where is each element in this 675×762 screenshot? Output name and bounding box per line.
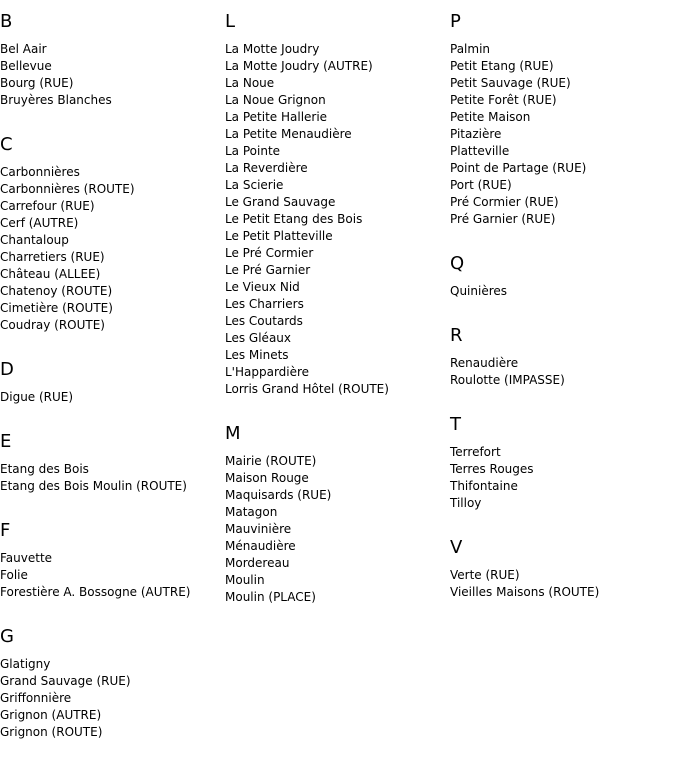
letter-heading: D bbox=[0, 359, 14, 380]
street-link[interactable]: Maquisards (RUE) bbox=[225, 488, 332, 502]
letter-group bbox=[225, 423, 450, 606]
street-link[interactable]: Coudray (ROUTE) bbox=[0, 318, 105, 332]
street-link[interactable]: La Noue bbox=[225, 76, 275, 90]
street-link[interactable]: Port (RUE) bbox=[450, 178, 512, 192]
letter-group bbox=[450, 11, 675, 228]
street-link[interactable]: Mairie (ROUTE) bbox=[225, 454, 317, 468]
index-column bbox=[450, 0, 675, 601]
street-link[interactable]: Pitazière bbox=[450, 127, 502, 141]
letter-heading: L bbox=[225, 11, 236, 32]
street-link[interactable]: Carbonnières (ROUTE) bbox=[0, 182, 135, 196]
street-link[interactable]: Terres Rouges bbox=[450, 462, 534, 476]
letter-group bbox=[0, 626, 225, 741]
street-link[interactable]: Lorris Grand Hôtel (ROUTE) bbox=[225, 382, 389, 396]
letter-heading: Q bbox=[450, 253, 465, 274]
letter-group bbox=[0, 520, 225, 601]
letter-group bbox=[0, 134, 225, 334]
street-link[interactable]: Etang des Bois bbox=[0, 462, 89, 476]
street-link[interactable]: Folie bbox=[0, 568, 28, 582]
street-link[interactable]: L'Happardière bbox=[225, 365, 310, 379]
street-link[interactable]: La Scierie bbox=[225, 178, 284, 192]
street-link[interactable]: Chantaloup bbox=[0, 233, 69, 247]
street-link[interactable]: Moulin bbox=[225, 573, 265, 587]
letter-group bbox=[450, 325, 675, 389]
letter-group bbox=[450, 253, 675, 300]
index-column bbox=[225, 0, 450, 606]
street-list bbox=[450, 355, 675, 389]
street-link[interactable]: Charretiers (RUE) bbox=[0, 250, 105, 264]
street-link[interactable]: Vieilles Maisons (ROUTE) bbox=[450, 585, 600, 599]
street-link[interactable]: Les Gléaux bbox=[225, 331, 291, 345]
street-link[interactable]: Griffonnière bbox=[0, 691, 72, 705]
street-link[interactable]: Quinières bbox=[450, 284, 508, 298]
street-link[interactable]: Cimetière (ROUTE) bbox=[0, 301, 113, 315]
letter-heading: R bbox=[450, 325, 463, 346]
letter-group bbox=[0, 11, 225, 109]
street-link[interactable]: Le Petit Etang des Bois bbox=[225, 212, 363, 226]
street-link[interactable]: Cerf (AUTRE) bbox=[0, 216, 79, 230]
street-link[interactable]: Maison Rouge bbox=[225, 471, 309, 485]
letter-group bbox=[450, 537, 675, 601]
street-list bbox=[450, 444, 675, 512]
letter-heading: V bbox=[450, 537, 463, 558]
street-link[interactable]: Petite Forêt (RUE) bbox=[450, 93, 557, 107]
street-link[interactable]: Carrefour (RUE) bbox=[0, 199, 95, 213]
street-link[interactable]: Petite Maison bbox=[450, 110, 531, 124]
street-link[interactable]: Grignon (AUTRE) bbox=[0, 708, 102, 722]
street-list bbox=[0, 41, 225, 109]
street-link[interactable]: Le Vieux Nid bbox=[225, 280, 300, 294]
street-link[interactable]: Carbonnières bbox=[0, 165, 80, 179]
street-link[interactable]: Terrefort bbox=[450, 445, 501, 459]
street-link[interactable]: Glatigny bbox=[0, 657, 51, 671]
street-link[interactable]: Petit Sauvage (RUE) bbox=[450, 76, 571, 90]
street-link[interactable]: Roulotte (IMPASSE) bbox=[450, 373, 565, 387]
street-list bbox=[0, 550, 225, 601]
street-link[interactable]: Les Charriers bbox=[225, 297, 304, 311]
street-link[interactable]: Les Minets bbox=[225, 348, 289, 362]
letter-heading: C bbox=[0, 134, 13, 155]
street-link[interactable]: Digue (RUE) bbox=[0, 390, 74, 404]
letter-heading: T bbox=[450, 414, 461, 435]
street-link[interactable]: Pré Cormier (RUE) bbox=[450, 195, 559, 209]
letter-heading: E bbox=[0, 431, 12, 452]
street-list bbox=[450, 283, 675, 300]
street-link[interactable]: Moulin (PLACE) bbox=[225, 590, 316, 604]
street-link[interactable]: Grignon (ROUTE) bbox=[0, 725, 103, 739]
street-list bbox=[450, 41, 675, 228]
street-list bbox=[0, 164, 225, 334]
letter-group bbox=[0, 431, 225, 495]
street-link[interactable]: Forestière A. Bossogne (AUTRE) bbox=[0, 585, 191, 599]
index-column bbox=[0, 0, 225, 741]
letter-heading: G bbox=[0, 626, 14, 647]
street-link[interactable]: Grand Sauvage (RUE) bbox=[0, 674, 131, 688]
street-list bbox=[225, 41, 450, 398]
street-link[interactable]: Château (ALLEE) bbox=[0, 267, 101, 281]
letter-heading: B bbox=[0, 11, 13, 32]
street-link[interactable]: Bellevue bbox=[0, 59, 52, 73]
street-link[interactable]: Petit Etang (RUE) bbox=[450, 59, 554, 73]
street-link[interactable]: La Reverdière bbox=[225, 161, 308, 175]
street-link[interactable]: Fauvette bbox=[0, 551, 53, 565]
street-link[interactable]: Le Grand Sauvage bbox=[225, 195, 336, 209]
street-link[interactable]: Matagon bbox=[225, 505, 278, 519]
letter-group bbox=[450, 414, 675, 512]
street-link[interactable]: Bel Aair bbox=[0, 42, 47, 56]
street-link[interactable]: La Pointe bbox=[225, 144, 281, 158]
street-link[interactable]: Bourg (RUE) bbox=[0, 76, 74, 90]
street-link[interactable]: Point de Partage (RUE) bbox=[450, 161, 587, 175]
letter-group bbox=[225, 11, 450, 398]
street-link[interactable]: Le Petit Platteville bbox=[225, 229, 333, 243]
street-link[interactable]: Verte (RUE) bbox=[450, 568, 520, 582]
street-link[interactable]: Platteville bbox=[450, 144, 510, 158]
street-list bbox=[450, 567, 675, 601]
street-list bbox=[0, 656, 225, 741]
street-link[interactable]: La Motte Joudry bbox=[225, 42, 320, 56]
street-link[interactable]: La Petite Menaudière bbox=[225, 127, 352, 141]
street-link[interactable]: Mauvinière bbox=[225, 522, 292, 536]
street-link[interactable]: Renaudière bbox=[450, 356, 519, 370]
street-link[interactable]: Ménaudière bbox=[225, 539, 296, 553]
street-link[interactable]: Chatenoy (ROUTE) bbox=[0, 284, 113, 298]
street-link[interactable]: Pré Garnier (RUE) bbox=[450, 212, 556, 226]
street-link[interactable]: Les Coutards bbox=[225, 314, 303, 328]
street-list bbox=[225, 453, 450, 606]
street-link[interactable]: Tilloy bbox=[450, 496, 482, 510]
street-link[interactable]: Bruyères Blanches bbox=[0, 93, 112, 107]
street-link[interactable]: Thifontaine bbox=[450, 479, 518, 493]
street-list bbox=[0, 389, 225, 406]
letter-heading: P bbox=[450, 11, 461, 32]
letter-heading: F bbox=[0, 520, 11, 541]
street-link[interactable]: Palmin bbox=[450, 42, 491, 56]
street-link[interactable]: Etang des Bois Moulin (ROUTE) bbox=[0, 479, 187, 493]
letter-heading: M bbox=[225, 423, 241, 444]
letter-group bbox=[0, 359, 225, 406]
street-link[interactable]: Le Pré Garnier bbox=[225, 263, 311, 277]
street-link[interactable]: Mordereau bbox=[225, 556, 290, 570]
street-list bbox=[0, 461, 225, 495]
street-link[interactable]: La Motte Joudry (AUTRE) bbox=[225, 59, 373, 73]
street-link[interactable]: La Noue Grignon bbox=[225, 93, 326, 107]
street-link[interactable]: Le Pré Cormier bbox=[225, 246, 314, 260]
street-link[interactable]: La Petite Hallerie bbox=[225, 110, 328, 124]
